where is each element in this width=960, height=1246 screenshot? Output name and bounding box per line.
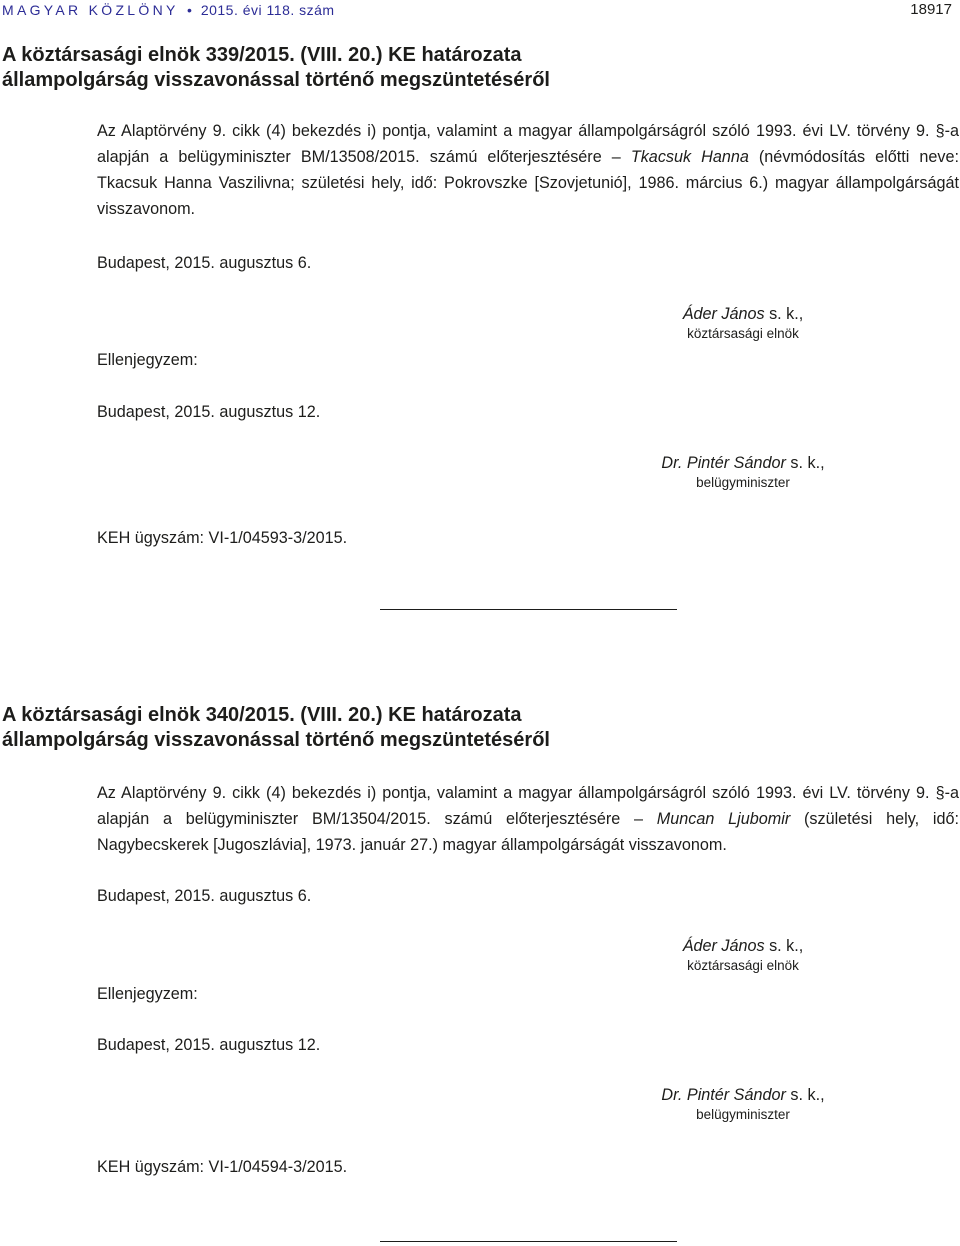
decision-2-case-number: KEH ügyszám: VI-1/04594-3/2015.: [97, 1158, 348, 1176]
section-divider-1: [380, 609, 677, 610]
decision-1-case-number: KEH ügyszám: VI-1/04593-3/2015.: [97, 529, 348, 547]
decision-2-body-pre: Az Alaptörvény 9. cikk (4) bekezdés i) pontja, valamint a magyar állampolgárságról szóló 1993. évi LV. törvény 9. §-a alapján a belügyminiszter BM/13504/2015. számú előterjesztésére –: [97, 784, 959, 828]
decision-2-place-date-2: Budapest, 2015. augusztus 12.: [97, 1036, 321, 1054]
decision-2-signer-2-title: belügyminiszter: [696, 1107, 790, 1122]
decision-1-body: [97, 118, 959, 222]
decision-2-title-line1: A köztársasági elnök 340/2015. (VIII. 20.) KE határozata: [2, 704, 522, 726]
publication-name: MAGYAR KÖZLÖNY: [2, 2, 179, 18]
page-number: 18917: [910, 1, 952, 18]
decision-1-signer-1-name: Áder János: [682, 305, 765, 323]
section-divider-2: [380, 1241, 677, 1242]
issue-label: 2015. évi 118. szám: [200, 2, 335, 18]
decision-2-signer-2: [613, 1086, 873, 1122]
decision-1-title-line1: A köztársasági elnök 339/2015. (VIII. 20.) KE határozata: [2, 44, 522, 66]
decision-2-person-name: Muncan Ljubomir: [656, 810, 791, 828]
decision-2-place-date-1: Budapest, 2015. augusztus 6.: [97, 887, 312, 905]
decision-2-signer-2-suffix: s. k.,: [785, 1086, 825, 1104]
header-separator: •: [187, 2, 193, 18]
decision-2-title-line2: állampolgárság visszavonással történő megszüntetéséről: [2, 729, 550, 751]
decision-1-countersign-label: Ellenjegyzem:: [97, 351, 198, 369]
decision-2-body: [97, 780, 959, 858]
decision-1-title-line2: állampolgárság visszavonással történő megszüntetéséről: [2, 69, 550, 91]
decision-1-body-pre: Az Alaptörvény 9. cikk (4) bekezdés i) pontja, valamint a magyar állampolgárságról szóló 1993. évi LV. törvény 9. §-a alapján a belügyminiszter BM/13508/2015. számú előterjesztésére –: [97, 122, 959, 166]
decision-2-signer-1: [613, 937, 873, 973]
decision-1-place-date-1: Budapest, 2015. augusztus 6.: [97, 254, 312, 272]
decision-2-signer-1-title: köztársasági elnök: [687, 958, 799, 973]
decision-1-signer-1-title: köztársasági elnök: [687, 326, 799, 341]
decision-2-signer-1-name: Áder János: [682, 937, 765, 955]
decision-2-countersign-label: Ellenjegyzem:: [97, 985, 198, 1003]
decision-1-place-date-2: Budapest, 2015. augusztus 12.: [97, 403, 321, 421]
decision-1-signer-1-suffix: s. k.,: [764, 305, 804, 323]
decision-2-signer-1-suffix: s. k.,: [764, 937, 804, 955]
decision-1-signer-2-suffix: s. k.,: [785, 454, 825, 472]
decision-1-signer-2: [613, 454, 873, 490]
decision-1-signer-2-name: Dr. Pintér Sándor: [661, 454, 786, 472]
decision-1-signer-1: [613, 305, 873, 341]
decision-2-signer-2-name: Dr. Pintér Sándor: [661, 1086, 786, 1104]
decision-1-signer-2-title: belügyminiszter: [696, 475, 790, 490]
decision-1-body-post: (névmódosítás előtti neve: Tkacsuk Hanna Vaszilivna; születési hely, idő: Pokrovszke [Szovjetunió], 1986. március 6.) magyar állampolgárságát visszavonom.: [97, 148, 959, 218]
decision-2-body-post: (születési hely, idő: Nagybecskerek [Jugoszlávia], 1973. január 27.) magyar állampolgárságát visszavonom.: [97, 810, 959, 854]
running-header: [2, 2, 335, 18]
decision-1-person-name: Tkacsuk Hanna: [630, 148, 749, 166]
